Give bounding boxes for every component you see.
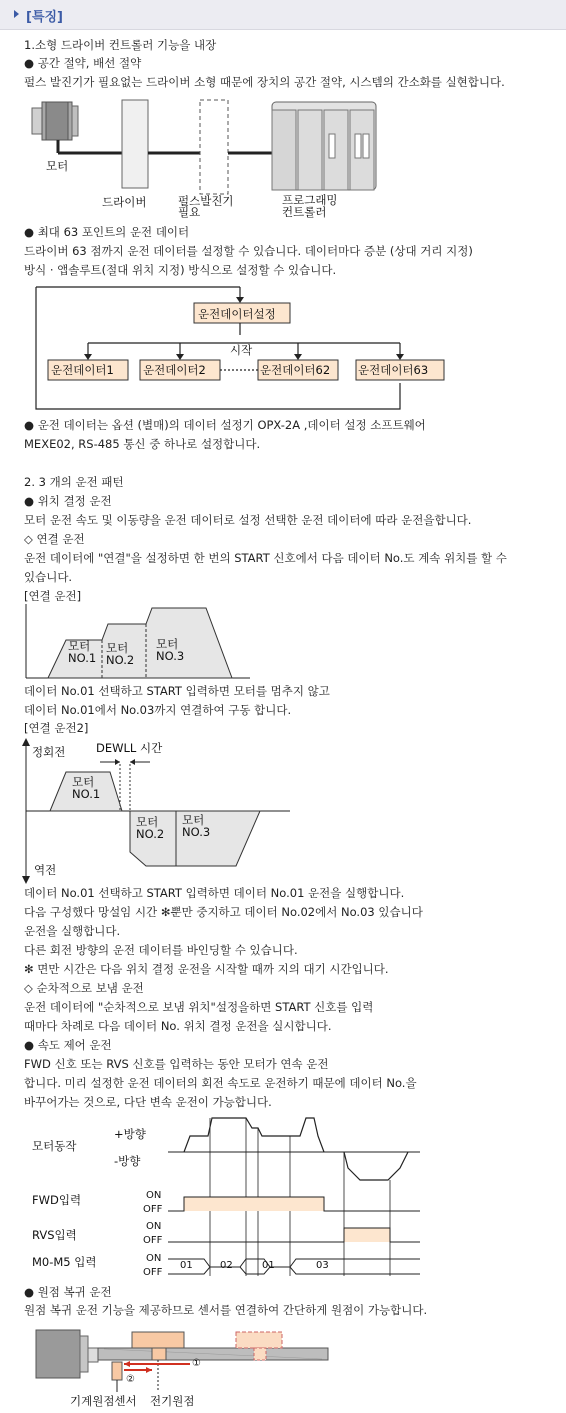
b2-text2: 방식 · 앱솔루트(절대 위치 지정) 방식으로 설정할 수 있습니다. [24,263,337,277]
fig5-rvs-off: OFF [143,1235,163,1246]
spd-text3: 바꾸어가는 것으로, 다단 변속 운전이 가능합니다. [24,1095,272,1109]
fig4-motor3-label: 모터 NO.3 [182,813,211,839]
fig5-m0m5-label: M0-M5 입력 [32,1255,97,1269]
section-header [0,0,566,30]
triangle-bullet-icon [14,10,19,18]
fig5-m-on: ON [146,1253,162,1264]
b2-note1: ● 운전 데이터는 옵션 (별매)의 데이터 설정기 OPX-2A ,데이터 설정 소프트웨어 [24,418,426,432]
link2-text1: 데이터 No.01 선택하고 START 입력하면 데이터 No.01 운전을 실행합니다. [24,886,405,900]
fig3-motor1-label: 모터 NO.1 [68,639,97,665]
fig4-motor1-label: 모터 NO.1 [72,775,101,801]
fig6-step2: ② [126,1374,135,1385]
fig5-plus-label: +방향 [114,1127,146,1141]
fig5-fwd-on: ON [146,1190,162,1201]
b2-note2: MEXE02, RS-485 통신 중 하나로 설정합니다. [24,437,261,451]
table-solid [132,1332,184,1348]
driver-box [122,100,148,188]
fig2-setting-label: 운전데이터설정 [198,307,276,321]
fig5-data-02: 02 [220,1260,233,1271]
home-text: 원점 복귀 운전 기능을 제공하므로 센서를 연결하여 간단하게 원점이 가능합니다. [24,1303,428,1317]
fig5-m-off: OFF [143,1267,163,1278]
seq-text2: 때마다 차례로 다음 데이터 No. 위치 결정 운전을 실시합니다. [24,1019,332,1033]
fig2-data62-label: 운전데이터62 [260,363,331,377]
linked-operation2-chart [0,736,566,884]
fig3-motor2-label: 모터 NO.2 [106,641,135,667]
seq-title: ◇ 순차적으로 보냄 운전 [24,981,144,995]
link2-text2: 다음 구성했다 망설임 시간 ✻뿐만 중지하고 데이터 No.02에서 No.03 있습니다 [24,905,423,919]
fig1-plc-label: 프로그래밍 컨트롤러 [282,193,338,219]
fig4-motor2-label: 모터 NO.2 [136,815,165,841]
link-text2: 있습니다. [24,570,73,584]
fig5-data-03: 03 [316,1260,329,1271]
plc-drawing [272,102,376,190]
link2-text5: ✻ 면만 시간은 다음 위치 결정 운전을 시작할 때까 지의 대기 시간입니다. [24,962,389,976]
fig4-caption: [연결 운전2] [24,721,89,735]
pos-text: 모터 운전 속도 및 이동량을 운전 데이터로 설정 선택한 운전 데이터에 따라 운전을합니다. [24,513,472,527]
b2-text1: 드라이버 63 점까지 운전 데이터를 설정할 수 있습니다. 데이터마다 증분 (상대 거리 지정) [24,244,473,258]
section-title: [특징] [26,10,63,25]
fig6-sensor-label: 기계원점센서 [70,1394,137,1408]
fig2-data2-label: 운전데이터2 [143,363,206,377]
s1-heading: 1.소형 드라이버 컨트롤러 기능을 내장 [24,38,217,52]
s2-heading: 2. 3 개의 운전 패턴 [24,475,124,489]
fig5-data-01a: 01 [180,1260,193,1271]
spd-title: ● 속도 제어 운전 [24,1038,112,1052]
fig6-origin-label: 전기원점 [150,1394,195,1408]
link-title: ◇ 연결 운전 [24,532,85,546]
fig2-data1-label: 운전데이터1 [51,363,114,377]
data-tree-diagram [0,283,566,413]
seq-text1: 운전 데이터에 "순차적으로 보냄 위치"설정을하면 START 신호를 입력 [24,1000,374,1014]
fig6-step1: ① [192,1358,201,1369]
b2-title: ● 최대 63 포인트의 운전 데이터 [24,225,190,239]
motor-drawing [32,102,78,140]
fig3-motor3-label: 모터 NO.3 [156,637,185,663]
link-after2: 데이터 No.01에서 No.03까지 연결하여 구동 합니다. [24,703,292,717]
pulse-generator-box [200,100,228,194]
fig1-pulse-label: 펄스발진기 필요 [178,194,234,219]
fig2-data63-label: 운전데이터63 [358,363,429,377]
link-after1: 데이터 No.01 선택하고 START 입력하면 모터를 멈추지 않고 [24,684,330,698]
fig4-forward-label: 정회전 [32,745,66,759]
fig5-minus-label: -방향 [114,1154,141,1168]
fig1-driver-label: 드라이버 [102,195,147,209]
fig1-motor-label: 모터 [46,159,69,173]
fig5-data-01b: 01 [262,1260,275,1271]
link2-text3: 운전을 실행합니다. [24,924,121,938]
b1-text: 펄스 발진기가 필요없는 드라이버 소형 때문에 장치의 공간 절약, 시스템의 간소화를 실현합니다. [24,75,505,89]
spd-text2: 합니다. 미리 설정한 운전 데이터의 회전 속도로 운전하기 때문에 데이터 No.을 [24,1076,417,1090]
fig5-fwd-label: FWD입력 [32,1193,82,1207]
link2-text4: 다른 회전 방향의 운전 데이터를 바인딩할 수 있습니다. [24,943,298,957]
b1-title: ● 공간 절약, 배선 절약 [24,56,142,70]
spd-text1: FWD 신호 또는 RVS 신호를 입력하는 동안 모터가 연속 운전 [24,1057,329,1071]
fig3-caption: [연결 운전] [24,589,82,603]
home-title: ● 원점 복귀 운전 [24,1285,112,1299]
fig5-rvs-on: ON [146,1221,162,1232]
fig2-start-label: 시작 [230,343,253,357]
fig4-reverse-label: 역전 [34,863,57,877]
fig5-motor-op-label: 모터동작 [32,1139,77,1153]
fig4-dwell-label: DEWLL 시간 [96,741,163,755]
link-text1: 운전 데이터에 "연결"을 설정하면 한 번의 START 신호에서 다음 데이터 No.도 계속 위치를 할 수 [24,551,507,565]
pos-title: ● 위치 결정 운전 [24,494,112,508]
fig5-rvs-label: RVS입력 [32,1228,77,1242]
fig5-fwd-off: OFF [143,1204,163,1215]
table-dashed [236,1332,282,1348]
